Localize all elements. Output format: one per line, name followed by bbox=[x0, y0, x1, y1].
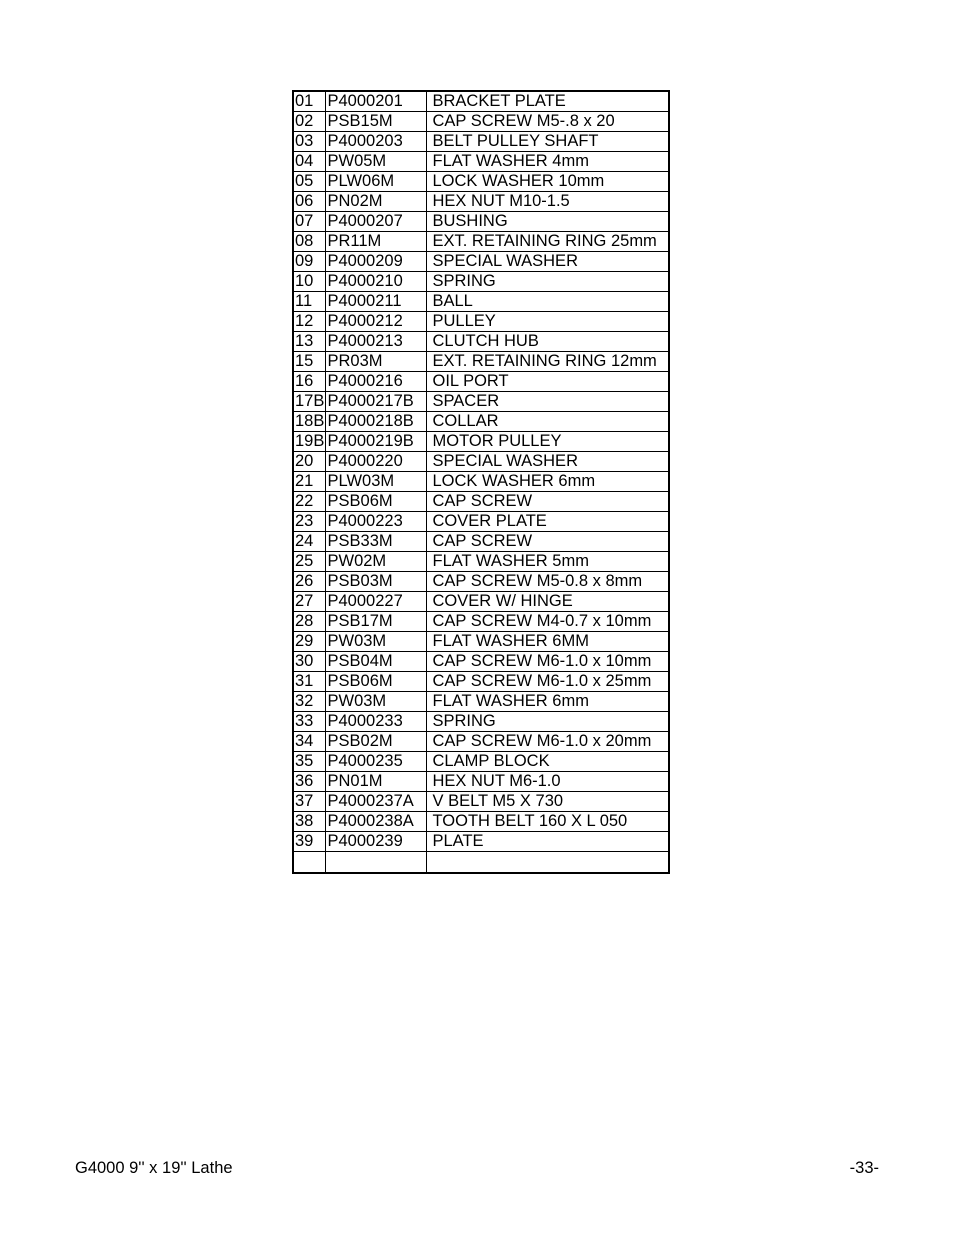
ref-number-cell: 28 bbox=[293, 612, 325, 632]
description-cell: BRACKET PLATE bbox=[426, 91, 669, 112]
part-number-cell: P4000209 bbox=[325, 252, 426, 272]
parts-row bbox=[293, 132, 669, 152]
description-cell: FLAT WASHER 4mm bbox=[426, 152, 669, 172]
ref-number-cell: 11 bbox=[293, 292, 325, 312]
parts-row bbox=[293, 632, 669, 652]
part-number-cell: PLW06M bbox=[325, 172, 426, 192]
parts-row bbox=[293, 232, 669, 252]
ref-number-cell: 24 bbox=[293, 532, 325, 552]
description-cell: BALL bbox=[426, 292, 669, 312]
part-number-cell: P4000213 bbox=[325, 332, 426, 352]
ref-number-cell: 27 bbox=[293, 592, 325, 612]
description-cell: CAP SCREW M6-1.0 x 25mm bbox=[426, 672, 669, 692]
part-number-cell: PN02M bbox=[325, 192, 426, 212]
part-number-cell: P4000219B bbox=[325, 432, 426, 452]
description-cell: MOTOR PULLEY bbox=[426, 432, 669, 452]
description-cell: CAP SCREW M6-1.0 x 20mm bbox=[426, 732, 669, 752]
parts-row bbox=[293, 512, 669, 532]
part-number-cell: PR11M bbox=[325, 232, 426, 252]
ref-number-cell: 06 bbox=[293, 192, 325, 212]
ref-number-cell: 03 bbox=[293, 132, 325, 152]
part-number-cell: PSB02M bbox=[325, 732, 426, 752]
ref-number-cell: 13 bbox=[293, 332, 325, 352]
empty-cell bbox=[426, 852, 669, 873]
parts-row bbox=[293, 612, 669, 632]
description-cell: SPRING bbox=[426, 712, 669, 732]
parts-row bbox=[293, 352, 669, 372]
description-cell: BUSHING bbox=[426, 212, 669, 232]
part-number-cell: P4000223 bbox=[325, 512, 426, 532]
ref-number-cell: 02 bbox=[293, 112, 325, 132]
description-cell: COVER W/ HINGE bbox=[426, 592, 669, 612]
parts-row bbox=[293, 372, 669, 392]
description-cell: PULLEY bbox=[426, 312, 669, 332]
part-number-cell: P4000238A bbox=[325, 812, 426, 832]
parts-row bbox=[293, 272, 669, 292]
parts-list-table bbox=[292, 90, 670, 874]
parts-row bbox=[293, 752, 669, 772]
part-number-cell: PSB06M bbox=[325, 672, 426, 692]
description-cell: EXT. RETAINING RING 25mm bbox=[426, 232, 669, 252]
ref-number-cell: 36 bbox=[293, 772, 325, 792]
description-cell: CAP SCREW bbox=[426, 532, 669, 552]
description-cell: CAP SCREW M5-0.8 x 8mm bbox=[426, 572, 669, 592]
ref-number-cell: 01 bbox=[293, 91, 325, 112]
parts-row bbox=[293, 112, 669, 132]
ref-number-cell: 12 bbox=[293, 312, 325, 332]
parts-row bbox=[293, 552, 669, 572]
part-number-cell: P4000210 bbox=[325, 272, 426, 292]
ref-number-cell: 29 bbox=[293, 632, 325, 652]
parts-row bbox=[293, 252, 669, 272]
description-cell: FLAT WASHER 6mm bbox=[426, 692, 669, 712]
description-cell: FLAT WASHER 6MM bbox=[426, 632, 669, 652]
part-number-cell: PW02M bbox=[325, 552, 426, 572]
part-number-cell: PSB17M bbox=[325, 612, 426, 632]
parts-row bbox=[293, 332, 669, 352]
ref-number-cell: 34 bbox=[293, 732, 325, 752]
description-cell: CLUTCH HUB bbox=[426, 332, 669, 352]
parts-row bbox=[293, 592, 669, 612]
part-number-cell: P4000239 bbox=[325, 832, 426, 852]
parts-row bbox=[293, 652, 669, 672]
ref-number-cell: 09 bbox=[293, 252, 325, 272]
description-cell: PLATE bbox=[426, 832, 669, 852]
part-number-cell: P4000207 bbox=[325, 212, 426, 232]
description-cell: EXT. RETAINING RING 12mm bbox=[426, 352, 669, 372]
description-cell: V BELT M5 X 730 bbox=[426, 792, 669, 812]
ref-number-cell: 32 bbox=[293, 692, 325, 712]
description-cell: SPRING bbox=[426, 272, 669, 292]
parts-row bbox=[293, 572, 669, 592]
ref-number-cell: 19B bbox=[295, 432, 325, 450]
part-number-cell: P4000237A bbox=[325, 792, 426, 812]
parts-row bbox=[293, 212, 669, 232]
parts-row bbox=[293, 172, 669, 192]
parts-row bbox=[293, 772, 669, 792]
ref-number-cell: 20 bbox=[293, 452, 325, 472]
ref-number-cell: 22 bbox=[293, 492, 325, 512]
part-number-cell: PR03M bbox=[325, 352, 426, 372]
ref-number-cell: 08 bbox=[293, 232, 325, 252]
ref-number-cell: 37 bbox=[293, 792, 325, 812]
description-cell: CAP SCREW M5-.8 x 20 bbox=[426, 112, 669, 132]
ref-number-cell: 18B bbox=[295, 412, 325, 430]
part-number-cell: PSB06M bbox=[325, 492, 426, 512]
ref-number-cell: 23 bbox=[293, 512, 325, 532]
part-number-cell: PN01M bbox=[325, 772, 426, 792]
ref-number-cell: 16 bbox=[293, 372, 325, 392]
part-number-cell: PW03M bbox=[325, 692, 426, 712]
part-number-cell: P4000217B bbox=[325, 392, 426, 412]
description-cell: OIL PORT bbox=[426, 372, 669, 392]
ref-number-cell: 04 bbox=[293, 152, 325, 172]
description-cell: SPACER bbox=[426, 392, 669, 412]
empty-cell bbox=[325, 852, 426, 873]
parts-row bbox=[293, 492, 669, 512]
ref-number-cell: 35 bbox=[293, 752, 325, 772]
description-cell: TOOTH BELT 160 X L 050 bbox=[426, 812, 669, 832]
parts-row bbox=[293, 532, 669, 552]
parts-row bbox=[293, 192, 669, 212]
part-number-cell: PSB03M bbox=[325, 572, 426, 592]
parts-row bbox=[293, 412, 669, 432]
parts-row bbox=[293, 692, 669, 712]
part-number-cell: P4000212 bbox=[325, 312, 426, 332]
ref-number-cell: 15 bbox=[293, 352, 325, 372]
description-cell: HEX NUT M10-1.5 bbox=[426, 192, 669, 212]
footer-page-number: -33- bbox=[849, 1159, 879, 1177]
description-cell: CAP SCREW M4-0.7 x 10mm bbox=[426, 612, 669, 632]
description-cell: LOCK WASHER 10mm bbox=[426, 172, 669, 192]
empty-cell bbox=[293, 852, 325, 873]
part-number-cell: P4000216 bbox=[325, 372, 426, 392]
ref-number-cell: 07 bbox=[293, 212, 325, 232]
parts-row bbox=[293, 472, 669, 492]
part-number-cell: P4000235 bbox=[325, 752, 426, 772]
description-cell: BELT PULLEY SHAFT bbox=[426, 132, 669, 152]
part-number-cell: PSB04M bbox=[325, 652, 426, 672]
part-number-cell: PLW03M bbox=[325, 472, 426, 492]
description-cell: SPECIAL WASHER bbox=[426, 452, 669, 472]
part-number-cell: PSB33M bbox=[325, 532, 426, 552]
part-number-cell: P4000201 bbox=[325, 91, 426, 112]
parts-row bbox=[293, 292, 669, 312]
description-cell: CAP SCREW M6-1.0 x 10mm bbox=[426, 652, 669, 672]
part-number-cell: P4000211 bbox=[325, 292, 426, 312]
parts-row bbox=[293, 792, 669, 812]
parts-row bbox=[293, 832, 669, 852]
part-number-cell: P4000220 bbox=[325, 452, 426, 472]
part-number-cell: PW05M bbox=[325, 152, 426, 172]
part-number-cell: P4000233 bbox=[325, 712, 426, 732]
part-number-cell: P4000203 bbox=[325, 132, 426, 152]
ref-number-cell: 30 bbox=[293, 652, 325, 672]
ref-number-cell: 33 bbox=[293, 712, 325, 732]
parts-row bbox=[293, 732, 669, 752]
footer-model-title: G4000 9'' x 19'' Lathe bbox=[75, 1159, 233, 1177]
description-cell: COVER PLATE bbox=[426, 512, 669, 532]
ref-number-cell: 26 bbox=[293, 572, 325, 592]
parts-row bbox=[293, 152, 669, 172]
description-cell: CAP SCREW bbox=[426, 492, 669, 512]
ref-number-cell: 10 bbox=[293, 272, 325, 292]
ref-number-cell: 21 bbox=[293, 472, 325, 492]
description-cell: SPECIAL WASHER bbox=[426, 252, 669, 272]
part-number-cell: PSB15M bbox=[325, 112, 426, 132]
parts-row bbox=[293, 312, 669, 332]
parts-row bbox=[293, 392, 669, 412]
ref-number-cell: 38 bbox=[293, 812, 325, 832]
parts-row bbox=[293, 432, 669, 452]
ref-number-cell: 25 bbox=[293, 552, 325, 572]
part-number-cell: P4000218B bbox=[325, 412, 426, 432]
ref-number-cell: 05 bbox=[293, 172, 325, 192]
ref-number-cell: 31 bbox=[293, 672, 325, 692]
parts-row bbox=[293, 672, 669, 692]
description-cell: FLAT WASHER 5mm bbox=[426, 552, 669, 572]
empty-row bbox=[293, 852, 669, 873]
parts-row bbox=[293, 812, 669, 832]
description-cell: LOCK WASHER 6mm bbox=[426, 472, 669, 492]
parts-row bbox=[293, 91, 669, 112]
ref-number-cell: 17B bbox=[295, 392, 325, 410]
parts-list-body bbox=[293, 91, 669, 873]
ref-number-cell: 39 bbox=[293, 832, 325, 852]
part-number-cell: P4000227 bbox=[325, 592, 426, 612]
description-cell: CLAMP BLOCK bbox=[426, 752, 669, 772]
description-cell: COLLAR bbox=[426, 412, 669, 432]
parts-row bbox=[293, 452, 669, 472]
parts-row bbox=[293, 712, 669, 732]
part-number-cell: PW03M bbox=[325, 632, 426, 652]
description-cell: HEX NUT M6-1.0 bbox=[426, 772, 669, 792]
